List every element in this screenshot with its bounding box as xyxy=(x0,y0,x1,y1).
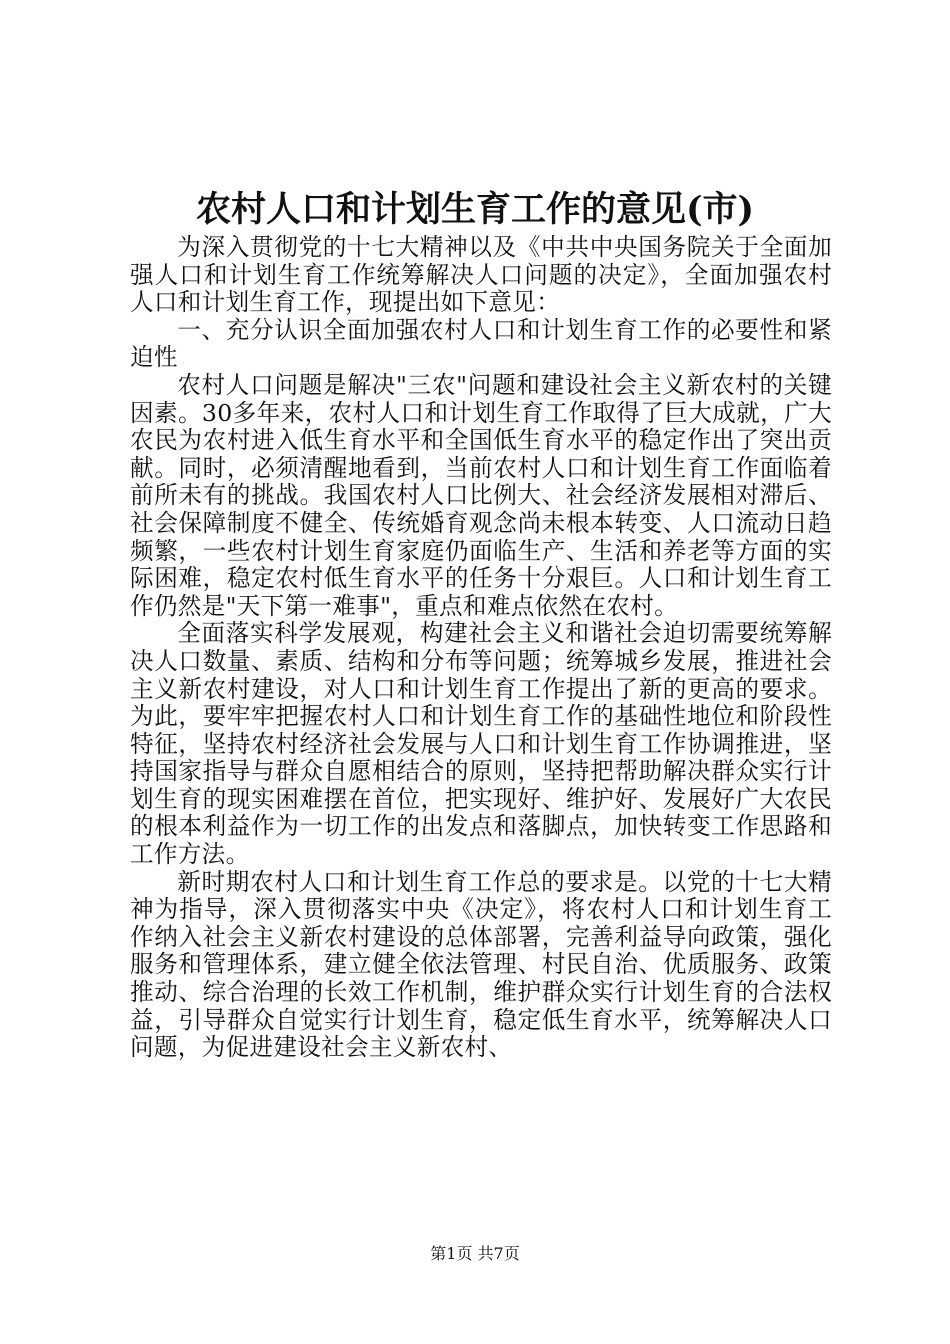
section-heading-1: 一、充分认识全面加强农村人口和计划生育工作的必要性和紧迫性 xyxy=(130,315,832,372)
paragraph-rural-population: 农村人口问题是解决"三农"问题和建设社会主义新农村的关键因素。30多年来，农村人口和计划生育工作取得了巨大成就，广大农民为农村进入低生育水平和全国低生育水平的稳定作出了突出贡献。同时，必须清醒地看到，当前农村人口和计划生育工作面临着前所未有的挑战。我国农村人口比例大、社会经济发展相对滞后、社会保障制度不健全、传统婚育观念尚未根本转变、人口流动日趋频繁，一些农村计划生育家庭仍面临生产、生活和养老等方面的实际困难，稳定农村低生育水平的任务十分艰巨。人口和计划生育工作仍然是"天下第一难事"，重点和难点依然在农村。 xyxy=(130,370,832,620)
document-title: 农村人口和计划生育工作的意见(市) xyxy=(195,189,755,230)
document-body xyxy=(130,234,832,1062)
page-footer: 第1页 共7页 xyxy=(430,1244,520,1263)
paragraph-general-requirements: 新时期农村人口和计划生育工作总的要求是。以党的十七大精神为指导，深入贯彻落实中央《决定》，将农村人口和计划生育工作纳入社会主义新农村建设的总体部署，完善利益导向政策，强化服务和管理体系，建立健全依法管理、村民自治、优质服务、政策推动、综合治理的长效工作机制，维护群众实行计划生育的合法权益，引导群众自觉实行计划生育，稳定低生育水平，统筹解决人口问题，为促进建设社会主义新农村、 xyxy=(130,867,832,1062)
paragraph-intro: 为深入贯彻党的十七大精神以及《中共中央国务院关于全面加强人口和计划生育工作统筹解决人口问题的决定》，全面加强农村人口和计划生育工作，现提出如下意见： xyxy=(130,233,832,317)
paragraph-scientific-development: 全面落实科学发展观，构建社会主义和谐社会迫切需要统筹解决人口数量、素质、结构和分布等问题；统筹城乡发展，推进社会主义新农村建设，对人口和计划生育工作提出了新的更高的要求。为此，要牢牢把握农村人口和计划生育工作的基础性地位和阶段性特征，坚持农村经济社会发展与人口和计划生育工作协调推进，坚持国家指导与群众自愿相结合的原则，坚持把帮助解决群众实行计划生育的现实困难摆在首位，把实现好、维护好、发展好广大农民的根本利益作为一切工作的出发点和落脚点，加快转变工作思路和工作方法。 xyxy=(130,619,832,869)
